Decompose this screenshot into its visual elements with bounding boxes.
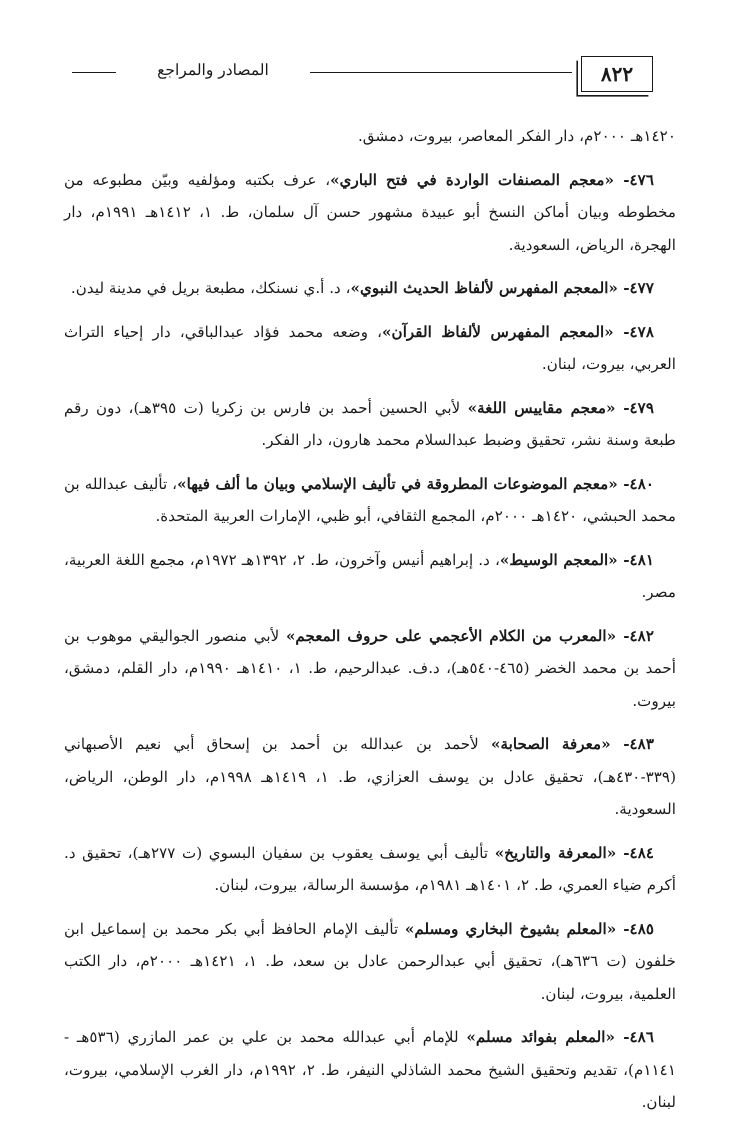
entry-title: «المعرفة والتاريخ»	[494, 843, 617, 862]
entry-number: ٤٧٦-	[614, 170, 654, 189]
entry-text: تأليف الإمام الحافظ أبي بكر محمد بن إسماعيل ابن خلفون (ت ٦٣٦هـ)، تحقيق أبي عبدالرحمن عادل بن سعد، ط. ١، ١٤٢١هـ ٢٠٠٠م، دار الكتب العلمية، بيروت، لبنان.	[64, 919, 676, 1003]
entry-title: «معجم مقاييس اللغة»	[467, 398, 616, 417]
list-item	[64, 272, 676, 305]
entry-title: «المعلم بفوائد مسلم»	[466, 1028, 615, 1046]
entry-number: ٤٨٤-	[616, 843, 655, 862]
list-item	[64, 544, 676, 609]
list-item	[64, 837, 676, 902]
entry-text: لأبي منصور الجواليقي موهوب بن أحمد بن محمد الخضر (٤٦٥-٥٤٠هـ)، د.ف. عبدالرحيم، ط. ١، ١٤١٠هـ ١٩٩٠م، دار القلم، دمشق، بيروت.	[64, 626, 676, 710]
entry-title: «معجم الموضوعات المطروقة في تأليف الإسلامي وبيان ما ألف فيها»	[177, 474, 618, 493]
running-header	[64, 52, 676, 98]
entry-title: «المعجم الوسيط»	[499, 550, 618, 569]
entry-text: لأبي الحسين أحمد بن فارس بن زكريا (ت ٣٩٥هـ)، دون رقم طبعة وسنة نشر، تحقيق وضبط عبدالسلام محمد هارون، دار الفكر.	[64, 398, 676, 449]
entry-text: ، عرف بكتبه ومؤلفيه وبيّن مطبوعه من مخطوطه وبيان أماكن النسخ أبو عبيدة مشهور حسن آل سلمان، ط. ١، ١٤١٢هـ ١٩٩١م، دار الهجرة، الرياض، السعودية.	[64, 170, 677, 254]
entry-number: ٤٨٠-	[617, 474, 655, 493]
list-item	[64, 164, 676, 262]
entry-title: «المعلم بشيوخ البخاري ومسلم»	[404, 919, 617, 938]
header-title: المصادر والمراجع	[157, 61, 269, 79]
header-rule	[310, 72, 572, 73]
entry-text: تأليف أبي يوسف يعقوب بن سفيان البسوي (ت ٢٧٧هـ)، تحقيق د. أكرم ضياء العمري، ط. ٢، ١٤٠١هـ ١٩٨١م، مؤسسة الرسالة، بيروت، لبنان.	[64, 843, 676, 894]
entry-number: ٤٧٧-	[617, 279, 654, 297]
list-item	[64, 620, 676, 718]
entry-number: ٤٧٩-	[615, 398, 654, 417]
entry-number: ٤٧٨-	[613, 322, 654, 341]
entry-text: ، د. أ.ي نسنكك، مطبعة بريل في مدينة ليدن.	[70, 279, 351, 297]
header-rule	[72, 72, 116, 73]
entry-text: ١٤٢٠هـ ٢٠٠٠م، دار الفكر المعاصر، بيروت، دمشق.	[357, 127, 676, 145]
entry-text: لأحمد بن عبدالله بن أحمد بن إسحاق أبي نعيم الأصبهاني (٣٣٩-٤٣٠هـ)، تحقيق عادل بن يوسف العزازي، ط. ١، ١٤١٩هـ ١٩٩٨م، دار الوطن، الرياض، السعودية.	[64, 735, 676, 818]
list-item	[64, 468, 676, 533]
entry-title: «المعرب من الكلام الأعجمي على حروف المعجم»	[285, 626, 617, 645]
entry-number: ٤٨٥-	[616, 919, 655, 938]
entry-title: «المعجم المفهرس لألفاظ القرآن»	[382, 322, 614, 341]
entry-text: ، وضعه محمد فؤاد عبدالباقي، دار إحياء التراث العربي، بيروت، لبنان.	[64, 322, 676, 373]
entry-number: ٤٨٣-	[610, 735, 654, 753]
list-item	[64, 913, 676, 1011]
entry-text: ، تأليف عبدالله بن محمد الحبشي، ١٤٢٠هـ ٢٠٠٠م، المجمع الثقافي، أبو ظبي، الإمارات العربية المتحدة.	[64, 474, 676, 525]
entry-title: «معجم المصنفات الواردة في فتح الباري»	[330, 170, 615, 189]
list-item	[64, 120, 676, 153]
entry-number: ٤٨١-	[617, 550, 655, 569]
entry-text: ، د. إبراهيم أنيس وآخرون، ط. ٢، ١٣٩٢هـ ١٩٧٢م، مجمع اللغة العربية، مصر.	[64, 550, 676, 601]
entry-title: «المعجم المفهرس لألفاظ الحديث النبوي»	[350, 279, 618, 297]
page-number: ٨٢٢	[581, 56, 653, 92]
list-item	[64, 316, 676, 381]
entry-number: ٤٨٦-	[614, 1028, 654, 1046]
entry-number: ٤٨٢-	[616, 626, 654, 645]
list-item	[64, 728, 676, 826]
references-list	[64, 120, 676, 1130]
list-item	[64, 1021, 676, 1119]
page	[64, 52, 677, 1111]
list-item	[64, 392, 676, 457]
entry-text: للإمام أبي عبدالله محمد بن علي بن عمر المازري (٥٣٦هـ - ١١٤١م)، تقديم وتحقيق الشيخ محمد الشاذلي النيفر، ط. ٢، ١٩٩٢م، دار الغرب الإسلامي، بيروت، لبنان.	[64, 1028, 676, 1111]
entry-title: «معرفة الصحابة»	[490, 735, 611, 753]
